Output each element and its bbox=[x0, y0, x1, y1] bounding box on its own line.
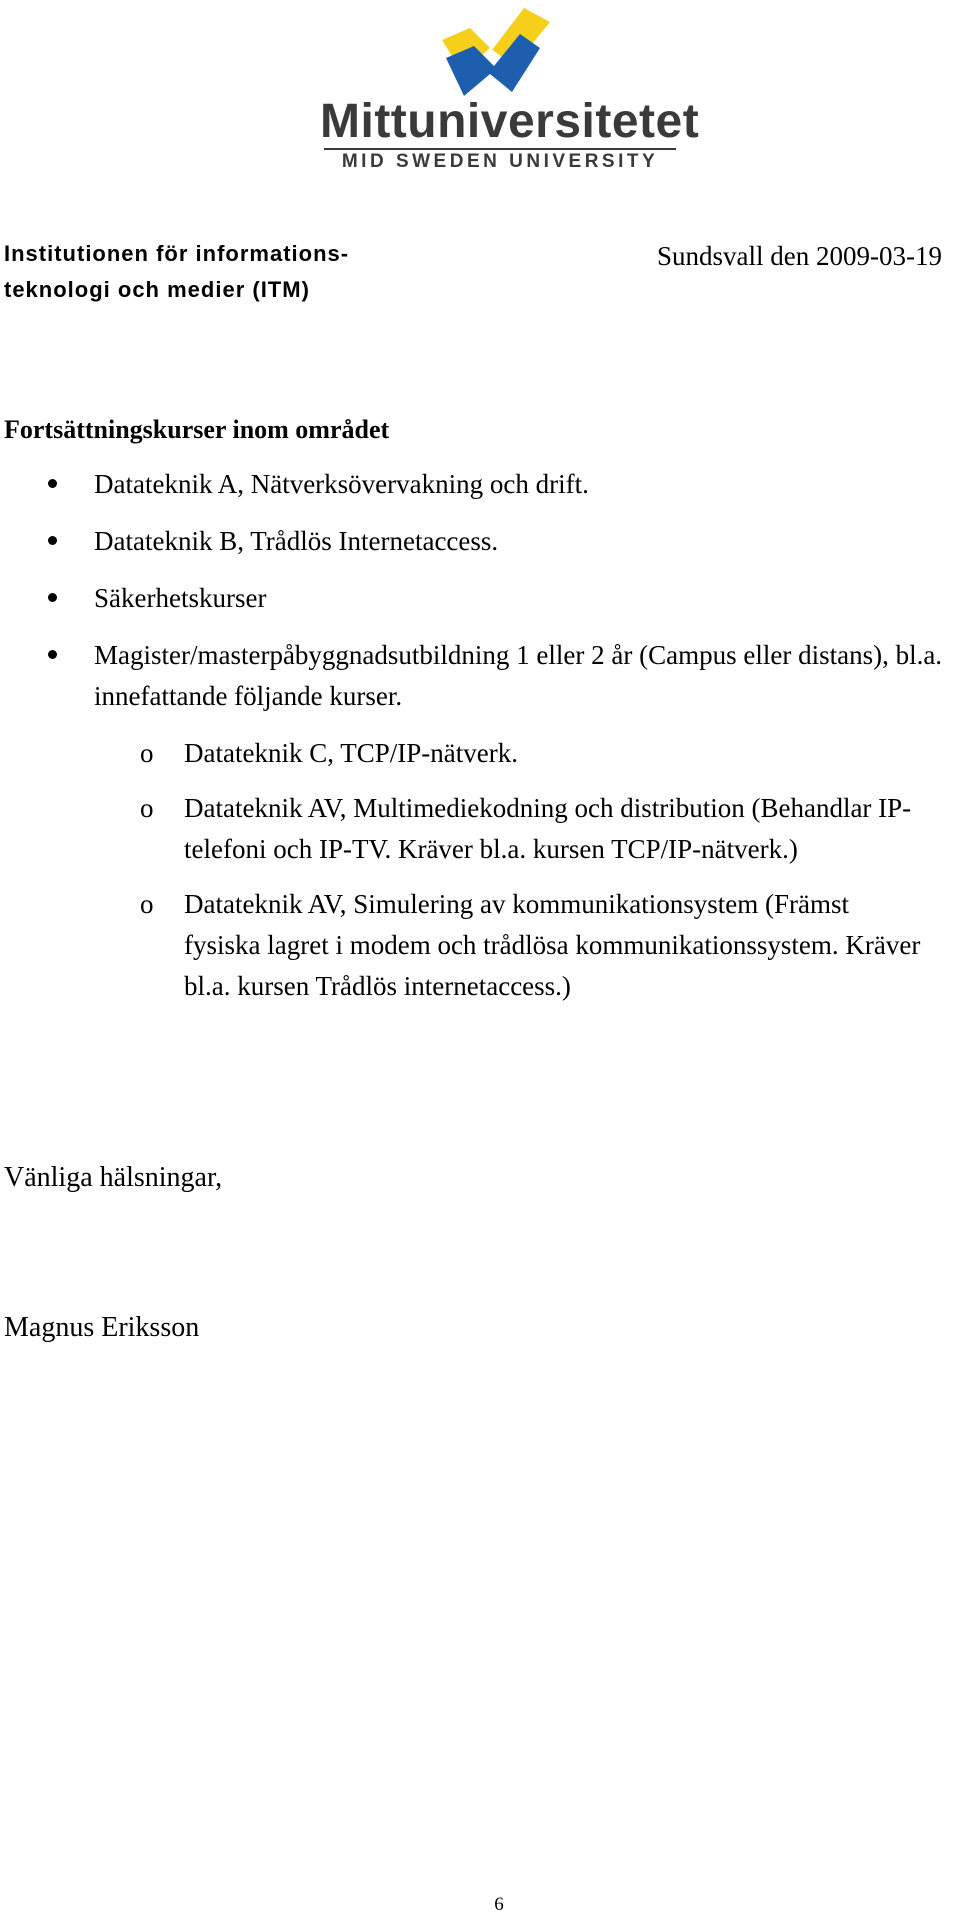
department-line-1: Institutionen för informations- bbox=[4, 241, 350, 266]
page-number: 6 bbox=[494, 1894, 504, 1915]
bullet-icon bbox=[48, 593, 57, 602]
department-line-2: teknologi och medier (ITM) bbox=[4, 277, 310, 302]
bullet-icon bbox=[48, 536, 57, 545]
list-item-text: Säkerhetskurser bbox=[94, 583, 267, 613]
list-item bbox=[0, 521, 960, 562]
department-name bbox=[4, 236, 434, 308]
sub-bullet-marker: o bbox=[140, 738, 154, 768]
sub-course-list bbox=[0, 733, 960, 1007]
place-and-date: Sundsvall den 2009-03-19 bbox=[657, 241, 942, 271]
sub-list-item bbox=[0, 788, 960, 870]
sub-list-item bbox=[0, 884, 960, 1007]
logo-wordmark: Mittuniversitetet bbox=[320, 95, 700, 148]
list-item bbox=[0, 464, 960, 505]
sub-bullet-marker: o bbox=[140, 793, 154, 823]
sub-list-item-text: Datateknik C, TCP/IP-nätverk. bbox=[184, 738, 518, 768]
logo-divider bbox=[324, 148, 676, 150]
sub-list-item bbox=[0, 733, 960, 774]
university-emblem-icon bbox=[432, 0, 562, 100]
list-item-text: Datateknik B, Trådlös Internetaccess. bbox=[94, 526, 499, 556]
list-item bbox=[0, 578, 960, 619]
sub-bullet-marker: o bbox=[140, 889, 154, 919]
bullet-icon bbox=[48, 650, 57, 659]
university-logo bbox=[320, 0, 700, 180]
sub-list-item-text: Datateknik AV, Multimediekodning och distribution (Behandlar IP-telefoni och IP-TV. Kräver bl.a. kursen TCP/IP-nätverk.) bbox=[184, 793, 912, 864]
closing-greeting: Vänliga hälsningar, bbox=[4, 1162, 223, 1193]
logo-tagline: MID SWEDEN UNIVERSITY bbox=[341, 151, 659, 172]
course-list bbox=[0, 464, 960, 1023]
list-item-text: Datateknik A, Nätverksövervakning och drift. bbox=[94, 469, 589, 499]
signature-name: Magnus Eriksson bbox=[4, 1312, 200, 1343]
list-item-text: Magister/masterpåbyggnadsutbildning 1 eller 2 år (Campus eller distans), bl.a. innefattande följande kurser. bbox=[94, 640, 943, 711]
bullet-icon bbox=[48, 479, 57, 488]
sub-list-item-text: Datateknik AV, Simulering av kommunikationsystem (Främst fysiska lagret i modem och trådlösa kommunikationssystem. Kräver bl.a. kursen Trådlös internetaccess.) bbox=[184, 889, 921, 1001]
section-heading: Fortsättningskurser inom området bbox=[4, 415, 390, 444]
list-item bbox=[0, 635, 960, 1007]
